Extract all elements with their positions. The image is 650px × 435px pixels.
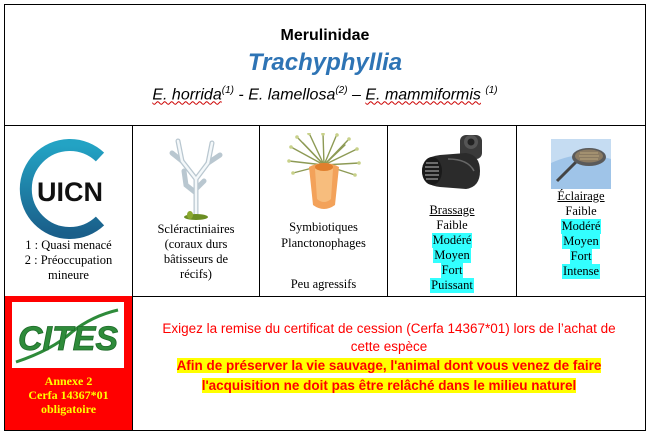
flow-level-moyen: Moyen bbox=[434, 248, 470, 262]
type-line-4: récifs) bbox=[180, 267, 212, 281]
flow-title: Brassage bbox=[429, 203, 475, 217]
flow-cell bbox=[388, 125, 517, 296]
lighting-level-faible: Faible bbox=[565, 204, 597, 218]
lamp-icon bbox=[551, 139, 611, 189]
cites-cerfa: Cerfa 14367*01 bbox=[28, 388, 109, 402]
info-row bbox=[5, 125, 645, 297]
species-ref: (1) bbox=[485, 85, 498, 96]
species-name: E. horrida bbox=[152, 86, 222, 104]
species-separator: – bbox=[347, 86, 366, 104]
cites-annex: Annexe 2 bbox=[44, 374, 93, 388]
uicn-status-2b: mineure bbox=[48, 268, 89, 282]
uicn-logo-text: UICN bbox=[37, 177, 103, 207]
lighting-level-moyen: Moyen bbox=[563, 234, 599, 248]
type-line-2: (coraux durs bbox=[164, 237, 228, 251]
cites-logo bbox=[12, 302, 124, 368]
lighting-level-fort: Fort bbox=[570, 249, 592, 263]
cession-notice bbox=[141, 320, 637, 356]
cites-logo-text: CITES bbox=[17, 320, 119, 358]
feeding-line-2: Planctonophages bbox=[281, 236, 366, 250]
polyp-icon bbox=[287, 133, 361, 213]
pump-icon bbox=[418, 129, 492, 203]
flow-level-fort: Fort bbox=[441, 263, 463, 277]
lighting-levels bbox=[517, 189, 645, 279]
coral-icon bbox=[168, 133, 224, 221]
uicn-status-1: 1 : Quasi menacé bbox=[25, 238, 112, 252]
family-name: Merulinidae bbox=[280, 27, 370, 44]
lighting-level-modere: Modéré bbox=[561, 219, 601, 233]
release-warning-line-2: l'acquisition ne doit pas être relâché dans le milieu naturel bbox=[201, 378, 577, 393]
flow-level-modere: Modéré bbox=[432, 233, 472, 247]
lighting-cell bbox=[517, 125, 645, 296]
temper-text: Peu agressifs bbox=[290, 277, 357, 291]
uicn-cell bbox=[5, 125, 133, 296]
species-sheet bbox=[4, 4, 646, 431]
flow-level-faible: Faible bbox=[436, 218, 468, 232]
type-cell bbox=[133, 125, 260, 296]
flow-levels bbox=[388, 203, 516, 293]
uicn-status-2a: 2 : Préoccupation bbox=[24, 253, 113, 267]
cites-required: obligatoire bbox=[40, 402, 97, 416]
cites-cell bbox=[5, 296, 133, 430]
species-ref: (1) bbox=[221, 85, 234, 96]
feeding-cell bbox=[260, 125, 388, 296]
species-name: E. lamellosa bbox=[248, 86, 336, 104]
release-warning bbox=[141, 356, 637, 396]
header bbox=[5, 5, 645, 126]
release-warning-line-1: Afin de préserver la vie sauvage, l'animal dont vous venez de faire bbox=[176, 358, 602, 373]
species-ref: (2) bbox=[335, 85, 348, 96]
cites-row bbox=[5, 296, 645, 430]
genus-name: Trachyphyllia bbox=[247, 49, 403, 76]
uicn-logo bbox=[14, 139, 124, 239]
lighting-level-intense: Intense bbox=[562, 264, 600, 278]
flow-level-puissant: Puissant bbox=[431, 278, 473, 292]
species-name: E. mammiformis bbox=[365, 86, 481, 104]
type-line-1: Scléractiniaires bbox=[157, 222, 235, 236]
feeding-text bbox=[260, 219, 387, 251]
lighting-title: Éclairage bbox=[557, 189, 605, 203]
type-line-3: bâtisseurs de bbox=[163, 252, 229, 266]
cites-logo-art bbox=[12, 302, 124, 368]
uicn-status bbox=[5, 238, 132, 283]
species-list bbox=[5, 85, 645, 104]
cession-notice-line-1: Exigez la remise du certificat de cession (Cerfa 14367*01) lors de l’achat de bbox=[162, 321, 616, 336]
cession-notice-line-2: cette espèce bbox=[350, 339, 428, 354]
species-separator: - bbox=[233, 86, 249, 104]
feeding-line-1: Symbiotiques bbox=[289, 220, 358, 234]
cites-text bbox=[5, 374, 132, 416]
type-text bbox=[133, 222, 259, 282]
